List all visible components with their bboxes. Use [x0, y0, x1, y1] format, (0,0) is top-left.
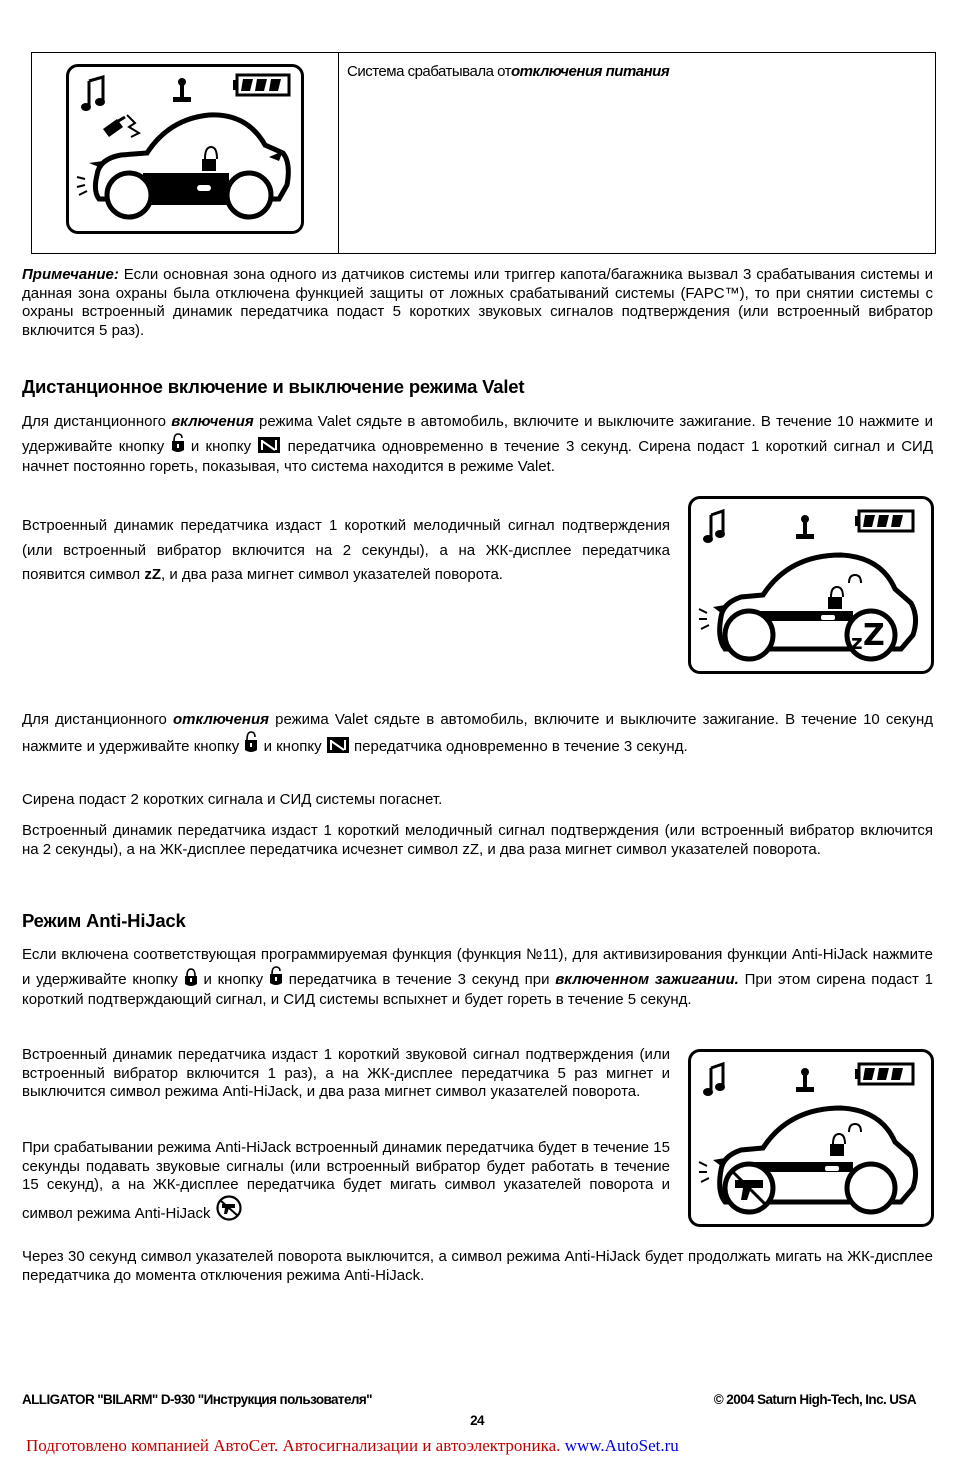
car-icon — [691, 499, 931, 671]
lcd-display-valet — [688, 496, 934, 674]
valet-off-paragraph-1: Для дистанционного отключения режима Valet сядьте в автомобиль, включите и выключите зажигание. В течение 10 секунд нажмите и удерживайте кнопку и кнопку передатчика одновременно в течение 3 секунд. — [22, 711, 933, 755]
padlock-open-icon — [171, 432, 185, 454]
valet-heading: Дистанционное включение и выключение режима Valet — [22, 376, 525, 397]
gun-icon — [725, 1164, 773, 1212]
note-paragraph — [22, 266, 933, 340]
note-label: Примечание: — [22, 266, 119, 283]
footer-left: ALLIGATOR "BILARM" D-930 "Инструкция пользователя" — [22, 1392, 372, 1407]
footer-right: © 2004 Saturn High-Tech, Inc. USA — [713, 1392, 916, 1407]
valet-off-paragraph-3: Встроенный динамик передатчика издаст 1 короткий мелодичный сигнал подтверждения (или встроенный вибратор включится на 2 секунды), а на ЖК-дисплее передатчика исчезнет символ zZ, и два раза мигнет символ указателей поворота. — [22, 822, 933, 858]
padlock-closed-icon — [184, 967, 198, 987]
padlock-open-icon — [269, 965, 283, 987]
lcd-display-power-off — [66, 64, 304, 234]
lcd-display-hijack — [688, 1049, 934, 1227]
padlock-open-icon — [849, 575, 861, 583]
trunk-button-icon — [326, 736, 350, 754]
valet-on-paragraph-2: Встроенный динамик передатчика издаст 1 короткий мелодичный сигнал подтверждения (или встроенный вибратор включится на 2 секунды), а на ЖК-дисплее передатчика появится символ zZ, и два раза мигнет символ указателей поворота. — [22, 517, 670, 583]
battery-icon — [855, 511, 913, 531]
hijack-paragraph-2: Встроенный динамик передатчика издаст 1 короткий звуковой сигнал подтверждения (или встроенный вибратор включится 1 раз), а на ЖК-дисплее передатчика 5 раз мигнет и выключится символ режима Anti-HiJack, и два раза мигнет символ указателей поворота. — [22, 1046, 670, 1100]
svg-text:z: z — [851, 630, 863, 654]
hijack-paragraph-4: Через 30 секунд символ указателей поворота выключится, а символ режима Anti-HiJack будет продолжать мигать на ЖК-дисплее передатчика до момента отключения режима Anti-HiJack. — [22, 1248, 933, 1284]
note-text: Если основная зона одного из датчиков системы или триггер капота/багажника вызвал 3 срабатывания системы и данная зона охраны была отключена функцией защиты от ложных срабатываний системы (FAPC™), то при снятии системы с охраны встроенный динамик передатчика подаст 5 коротких звуковых сигналов подтверждения (или встроенный вибратор включится 5 раз). — [22, 266, 933, 339]
hijack-paragraph-1: Если включена соответствующая программируемая функция (функция №11), для активизирования функции Anti-HiJack нажмите и удерживайте кнопку и кнопку передатчика в течение 3 секунд при включенном зажигании. При этом сирена подаст 1 короткий подтверждающий сигнал, и СИД системы вспыхнет и будет гореть в течение 5 секунд. — [22, 946, 934, 1008]
key-icon — [796, 1068, 814, 1092]
padlock-closed-icon — [830, 1134, 845, 1156]
trunk-button-icon — [257, 436, 281, 454]
battery-icon — [233, 75, 289, 95]
event-description-cell — [339, 53, 936, 254]
event-description: Система срабатывала ототключения питания — [347, 63, 670, 80]
lcd-cell — [32, 53, 339, 254]
credit-line — [26, 1436, 679, 1456]
gun-icon — [215, 1195, 243, 1221]
padlock-open-icon — [243, 730, 259, 754]
key-icon — [173, 78, 191, 102]
valet-off-paragraph-2: Сирена подаст 2 коротких сигнала и СИД системы погаснет. — [22, 791, 443, 808]
music-note-icon — [81, 77, 105, 111]
music-note-icon — [703, 511, 725, 543]
music-note-icon — [703, 1064, 725, 1096]
car-icon — [69, 67, 301, 231]
padlock-open-icon — [849, 1124, 861, 1132]
valet-on-paragraph-1: Для дистанционного включения режима Valet сядьте в автомобиль, включите и выключите зажигание. В течение 10 нажмите и удерживайте кнопку и кнопку передатчика одновременно в течение 3 секунд. Сирена подаст 1 короткий сигнал и СИД начнет постоянно гореть, показывая, что система находится в режиме Valet. — [22, 413, 933, 475]
page-number: 24 — [470, 1413, 484, 1428]
svg-text:Z: Z — [863, 618, 885, 653]
hijack-paragraph-3: При срабатывании режима Anti-HiJack встроенный динамик передатчика будет в течение 15 секунды подавать звуковые сигналы (или встроенный вибратор будет работать в течение 15 секунд), а на ЖК-дисплее передатчика будет мигать символ указателей поворота и символ режима Anti-HiJack — [22, 1139, 670, 1222]
battery-icon — [855, 1064, 913, 1084]
hijack-heading: Режим Anti-HiJack — [22, 910, 186, 931]
padlock-closed-icon — [202, 147, 217, 171]
event-table — [31, 52, 936, 254]
key-icon — [796, 515, 814, 539]
car-icon — [691, 1052, 931, 1224]
credit-text: Подготовлено компанией АвтоСет. Автосигнализации и автоэлектроника. — [26, 1436, 561, 1455]
padlock-closed-icon — [828, 587, 843, 609]
shock-icon — [103, 115, 139, 137]
credit-link[interactable]: www.AutoSet.ru — [564, 1436, 679, 1455]
